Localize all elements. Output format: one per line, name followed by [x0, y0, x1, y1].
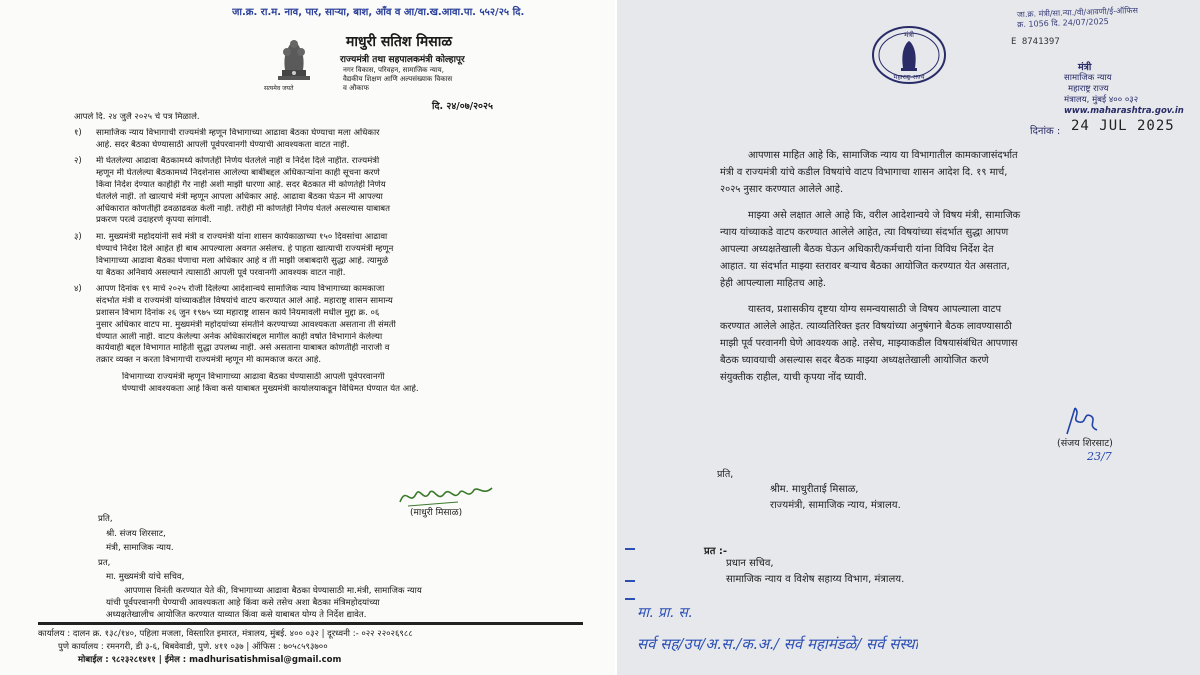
point-line: अधिकारात कोणतीही ढवळाढवळ केली नाही. तरीही मी कोणतेही निर्णय घेतले असल्यास याबाबत [96, 203, 390, 214]
recipients-block [98, 512, 422, 621]
letterhead-departments [343, 66, 452, 93]
department-line: नगर विकास, परिवहन, सामाजिक न्याय, [343, 66, 444, 74]
department-line: वैद्यकीय शिक्षण आणि अल्पसंख्याक विकास [343, 75, 453, 83]
stamp-number: E 8741397 [1011, 37, 1060, 47]
seal-bottom-label: महाराष्ट्र राज्य [893, 73, 925, 81]
numbered-point [74, 232, 589, 279]
paragraph-line: यास्तव, प्रशासकीय दृष्टया योग्य समन्वयासाठी जे विषय आपल्याला वाटप [748, 304, 1002, 316]
numbered-points [74, 128, 589, 367]
recipient-line: राज्यमंत्री, सामाजिक न्याय, मंत्रालय. [770, 500, 901, 511]
point-line: प्रकरण परत्वे उदाहरणे कृपया सांगावी. [96, 215, 212, 226]
point-line: प्रशासन विभाग दिनांक २६ जुन १९७५ च्या महाराष्ट्र शासन कार्य नियमावली मधील मुद्दा क्र. ०६ [96, 307, 380, 318]
letterhead-address: मंत्रालय, मुंबई ४०० ०३२ [1064, 95, 1139, 105]
signature-name: (माधुरी मिसाळ) [410, 508, 463, 518]
numbered-point [74, 156, 589, 227]
paragraph-line: आपणास माहित आहे कि, सामाजिक न्याय या विभागातील कामकाजासंदर्भात [748, 150, 1018, 161]
recipient-line: अध्यक्षतेखालीच आयोजित करण्यात याव्यात किंवा कसे याबाबत योग्य ते निर्देश द्यावेत. [106, 609, 367, 620]
margin-mark [625, 548, 635, 550]
footer-line: पुणे कार्यालय : रमनगरी, डी ३-६, बिबवेवाडी, पुणे. ४११ ०३७ | ऑफिस : ७०५८५९३७०० [58, 642, 328, 652]
body-paragraph [720, 148, 1180, 198]
point-line: कार्यवाही बद्दल विभागात माहिती सुद्धा उपलब्ध नाही. असे असताना याबाबत कोणतीही नाराजी व [96, 343, 390, 354]
letterhead-dept: सामाजिक न्याय [1064, 73, 1112, 83]
stamp-line: क्र. 1056 दि. 24/07/2025 [1017, 16, 1109, 29]
recipient-line: यांची पूर्वपरवानगी घेण्याची आवश्यकता आहे किंवा कसे तसेच अशा बैठका मंत्रिमहोदयांच्या [106, 597, 380, 608]
paragraph-line: बैठक घ्यावयाची असल्यास सदर बैठक माझ्या अध्यक्षतेखाली आयोजित करणे [720, 354, 989, 366]
date-label: दिनांक : [1030, 126, 1061, 137]
closing-paragraph [74, 372, 589, 396]
point-line: घेतलेले नाही. तो खात्याचे मंत्री म्हणून आपला अधिकार आहे. आढावा बैठका घेऊन मी आपल्या [96, 191, 383, 202]
recipient-line: मंत्री, सामाजिक न्याय. [106, 543, 174, 553]
cc-block [726, 556, 904, 588]
point-text [96, 232, 589, 279]
signature-name: (संजय शिरसाट) [1057, 438, 1113, 449]
margin-mark [625, 598, 635, 600]
point-line: मा. मुख्यमंत्री महोदयांनी सर्व मंत्री व राज्यमंत्री यांना शासन कार्यकाळाच्या १५० दिवसांचा आढावा [96, 232, 388, 243]
point-line: घेण्याचे निर्देश दिले आहेत ही बाब आपल्याला अवगत असेलच. हे पाहता खात्याची राज्यमंत्री म्हणून [96, 243, 394, 254]
point-line: म्हणून मी घेतलेल्या बैठकामध्ये निदर्शनास आलेल्या बाबींबद्दल अधिकाऱ्यांना काही सूचना करणे [96, 168, 380, 179]
point-number: १) [74, 127, 82, 138]
point-text [96, 156, 589, 227]
letterhead-name: माधुरी सतिश मिसाळ [346, 34, 453, 50]
letterhead-website: www.maharashtra.gov.in [1064, 106, 1184, 116]
recipient-line: प्रति, [98, 514, 113, 524]
paragraph-line: माझ्या असे लक्षात आले आहे कि, वरील आदेशान्वये जे विषय मंत्री, सामाजिक [748, 210, 1021, 222]
recipient-line: आपणास विनंती करण्यात येते की, विभागाच्या आढावा बैठका घेण्यासाठी मा.मंत्री, सामाजिक न्याय [124, 585, 422, 596]
reference-number: जा.क्र. रा.म. नाव, पार, साऱ्या, बाश, आँव व आ/वा.ख.आवा.पा. ५५२/२५ दि. [232, 7, 525, 18]
paragraph-line: २०२५ नुसार करण्यात आलेले आहे. [720, 183, 844, 195]
closing-line: विभागाच्या राज्यमंत्री म्हणून विभागाच्या आढावा बैठका घेण्यासाठी आपली पूर्वपरवानगी [122, 371, 385, 382]
paragraph-line: माझी पूर्व परवानगी घेणे आवश्यक आहे. तसेच, माझ्याकडील विषयासंबंधित आपणास [720, 337, 1018, 349]
closing-line: घेण्याची आवश्यकता आहे किंवा कसे याबाबत मुख्यमंत्री कार्यालयाकडून विधिमत घेण्यात येत आहे. [122, 383, 419, 394]
stamp-line: जा.क्र. मंत्री/सा.न्या./वी/आवणी/ई-ऑफिस [1016, 5, 1139, 20]
letter-shirsat [615, 0, 1200, 675]
paragraph-line: हेही आपल्याला माहितच आहे. [720, 277, 827, 289]
point-line: नुसार अधिकार वाटप मा. मुख्यमंत्री महोदयांच्या संमतीने करण्याच्या आवश्यकता असताना ती संमती [96, 319, 396, 330]
footer-line: मोबाईल : ९८२३२८१४११ | ईमेल : madhurisatishmisal@gmail.com [78, 655, 342, 665]
paragraph-line: संयुक्तीक राहील, याची कृपया नोंद घ्यावी. [720, 371, 867, 383]
cc-line: सामाजिक न्याय व विशेष सहाय्य विभाग, मंत्रालय. [726, 574, 905, 585]
point-line: आपण दिनांक १९ मार्च २०२५ रोजी दिलेल्या आदेशान्वये सामाजिक न्याय विभागाच्या कामकाजा [96, 284, 385, 295]
ashoka-emblem-icon [272, 30, 316, 86]
point-line: घेण्यात आली नाही. वाटप केलेल्या अनेक अधिकारांबद्दल मागील काही वर्षात विभागाने केलेल्या [96, 331, 383, 342]
paragraph-line: न्याय यांच्याकडे वाटप करण्यात आलेले आहेत, त्या विषयांच्या संदर्भात सुद्धा आपण [720, 227, 1009, 239]
point-line: सामाजिक न्याय विभागाची राज्यमंत्री म्हणून विभागाच्या आढावा बैठका घेण्याचा मला अधिकार [96, 127, 380, 138]
point-number: २) [74, 156, 82, 167]
seal-top-label: मंत्री [904, 31, 914, 39]
letterhead-footer [38, 622, 583, 667]
intro-line: आपले दि. २४ जुलै २०२५ चे पत्र मिळाले. [74, 112, 200, 122]
handwritten-distribution: सर्व सह/उप/अ.स./क.अ./ सर्व महामंडळे/ सर्व संस्था [637, 635, 919, 653]
point-line: मी घेतलेल्या आढावा बैठकामध्ये कोणतेही निर्णय घेतलेले नाही व निर्देश दिले नाहीत. राज्यमंत्री [96, 156, 380, 167]
paragraph-line: मंत्री व राज्यमंत्री यांचे कडील विषयांचे वाटप विभागाचा शासन आदेश दि. १९ मार्च, [720, 166, 1008, 178]
handwritten-note: मा. प्रा. स. [637, 605, 693, 621]
letter-date: दि. २४/०७/२०२५ [432, 101, 493, 112]
department-line: व औकाफ [343, 84, 369, 92]
prati-label: प्रति, [717, 469, 734, 480]
date-stamp: 24 JUL 2025 [1071, 118, 1175, 134]
point-line: तक्रार व्यक्त न करता विभागाची राज्यमंत्री म्हणून मी कामकाज करत आहे. [96, 355, 322, 366]
footer-line: कार्यालय : दालन क्र. १३८/१४०, पहिला मजला, विस्तारित इमारत, मंत्रालय, मुंबई. ४०० ०३२ | दूरध्वनी :- ०२२ २२०२६९८८ [38, 629, 413, 639]
inward-stamp [1017, 6, 1139, 29]
point-line: या बैठका अनिवार्य असल्याने त्यासाठी आपली पूर्व परवानगी आवश्यक वाटत नाही. [96, 267, 346, 278]
letter-body [74, 112, 589, 396]
signature-date: 23/7 [1087, 450, 1112, 463]
recipient-block [770, 482, 901, 514]
letter-body [720, 148, 1180, 396]
letterhead-state: महाराष्ट्र राज्य [1068, 84, 1109, 94]
letterhead-title: मंत्री [1078, 62, 1092, 73]
point-text [96, 284, 589, 367]
point-number: ४) [74, 284, 82, 295]
paragraph-line: करण्यात आलेले आहेत. त्याव्यतिरिक्त इतर विषयांच्या अनुषंगाने बैठक लावण्यासाठी [720, 321, 1012, 333]
numbered-point [74, 284, 589, 367]
point-line: किंवा निर्देश देण्यात काहीही गैर नाही अशी माझी धारणा आहे. सदर बैठकात मी कोणतेही निर्णय [96, 179, 386, 190]
recipient-line: श्रीम. माधुरीताई मिसाळ, [770, 484, 859, 495]
point-text [96, 128, 589, 152]
point-line: विभागाच्या आढावा बैठका घेणाचा मला अधिकार आहे व ती माझी जबाबदारी सुद्धा आहे. त्यामुळे [96, 255, 389, 266]
paragraph-line: आहात. या संदर्भात माझ्या स्तरावर बऱ्याच बैठका आयोजित करण्यात येत असतात, [720, 260, 1010, 272]
point-number: ३) [74, 232, 82, 243]
letterhead-title: राज्यमंत्री तथा सहपालकमंत्री कोल्हापूर [340, 55, 465, 65]
body-paragraph [720, 208, 1180, 292]
recipient-line: प्रत, [98, 557, 111, 568]
handwritten-signature [1057, 404, 1107, 438]
recipient-line: मा. मुख्यमंत्री यांचे सचिव, [106, 572, 185, 582]
body-paragraph [720, 302, 1180, 386]
cc-line: प्रधान सचिव, [726, 558, 774, 569]
emblem-caption: सत्यमेव जयते [264, 85, 294, 92]
letterhead-right [1064, 62, 1184, 117]
margin-mark [625, 580, 635, 582]
paragraph-line: आपल्या अध्यक्षतेखाली बैठक घेऊन अधिकारी/कर्मचारी यांना विविध निर्देश देत [720, 243, 994, 255]
maharashtra-seal-icon [870, 24, 948, 86]
point-line: आहे. सदर बैठका घेण्यासाठी आपली पूर्वपरवानगी घेण्याची आवश्यकता वाटत नाही. [96, 139, 350, 150]
point-line: संदर्भात मंत्री व राज्यमंत्री यांच्याकडील विषयांचे वाटप करण्यात आले आहे. महाराष्ट्र शासन सामान्य [96, 296, 393, 307]
numbered-point [74, 128, 589, 152]
cc-label: प्रत :- [704, 546, 728, 557]
recipient-line: श्री. संजय शिरसाट, [106, 528, 166, 539]
